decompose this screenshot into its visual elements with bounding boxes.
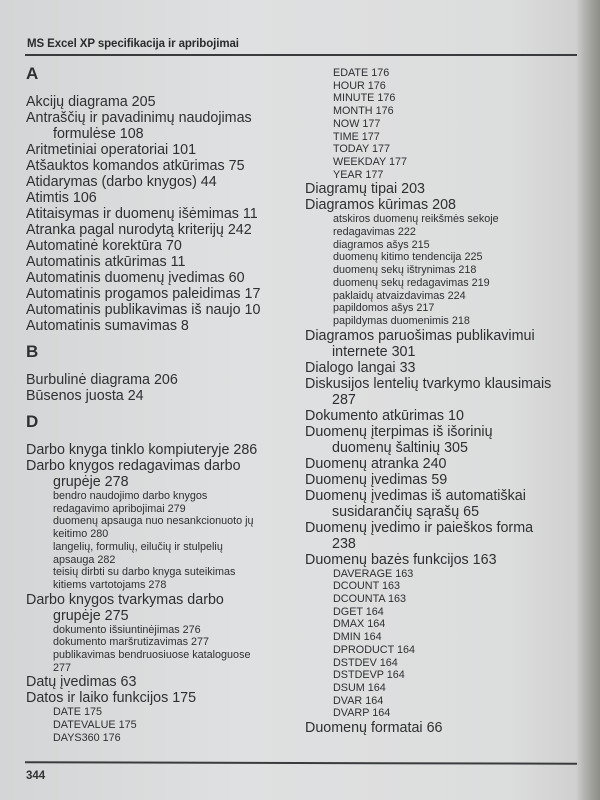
entry-line: 238: [332, 535, 356, 552]
entry-line: langelių, formulių, eilučių ir stulpelių: [53, 540, 223, 553]
index-subentry: [305, 644, 575, 657]
index-entry: [305, 720, 575, 736]
index-column-right: [305, 67, 575, 736]
entry-line: Atidarymas (darbo knygos) 44: [26, 174, 217, 190]
index-subentry: [305, 302, 575, 315]
index-subentry: [26, 566, 296, 591]
entry-line: Datos ir laiko funkcijos 175: [26, 690, 197, 707]
index-entry: [26, 158, 296, 174]
entry-line: formulėse 108: [53, 126, 144, 142]
entry-line: Diagramų tipai 203: [305, 181, 426, 198]
entry-line: Duomenų įvedimas 59: [305, 471, 448, 488]
index-subentry: [26, 732, 296, 745]
index-entry: [26, 142, 296, 158]
entry-line: Atranka pagal nurodytą kriterijų 242: [26, 222, 252, 238]
index-entry: [305, 328, 575, 360]
index-subentry: [305, 80, 575, 93]
index-entry: [26, 110, 296, 142]
index-entry: [26, 302, 296, 318]
entry-line: DAYS360 176: [53, 731, 121, 744]
index-subentry: [305, 118, 575, 131]
index-subentry: [305, 695, 575, 708]
header-rule: [25, 54, 577, 56]
index-entry: [26, 254, 296, 270]
index-subentry: [305, 707, 575, 720]
entry-line: apsauga 282: [53, 553, 116, 566]
entry-line: NOW 177: [333, 117, 381, 130]
entry-line: Automatinis publikavimas iš naujo 10: [26, 302, 261, 318]
entry-line: DMAX 164: [333, 618, 386, 631]
entry-line: duomenų apsauga nuo nesankcionuoto jų: [53, 515, 254, 528]
entry-line: teisių dirbti su darbo knyga suteikimas: [53, 566, 236, 579]
entry-line: dokumento maršrutizavimas 277: [53, 636, 210, 649]
index-subentry: [26, 706, 296, 719]
entry-line: DSTDEVP 164: [333, 669, 405, 682]
index-entry: [305, 197, 575, 213]
index-subentry: [305, 290, 575, 303]
index-entry: [26, 318, 296, 334]
entry-line: Darbo knygos redagavimas darbo: [26, 458, 241, 474]
entry-line: DCOUNTA 163: [333, 593, 406, 606]
index-subentry: [305, 580, 575, 593]
index-entry: [26, 190, 296, 206]
index-subentry: [26, 636, 296, 649]
entry-line: Duomenų įvedimo ir paieškos forma: [305, 519, 534, 536]
entry-line: DGET 164: [333, 605, 384, 618]
entry-line: YEAR 177: [333, 168, 384, 181]
entry-line: Datų įvedimas 63: [26, 674, 137, 691]
entry-line: DSTDEV 164: [333, 656, 398, 669]
entry-line: Atšauktos komandos atkūrimas 75: [26, 158, 245, 174]
running-header: MS Excel XP specifikacija ir apribojimai: [27, 38, 239, 50]
index-subentry: [26, 649, 296, 674]
index-entry: [305, 520, 575, 552]
entry-line: Duomenų įterpimas iš išorinių: [305, 423, 493, 440]
index-subentry: [305, 618, 575, 631]
index-subentry: [305, 131, 575, 144]
entry-line: paklaidų atvaizdavimas 224: [333, 289, 466, 302]
entry-line: Duomenų atranka 240: [305, 455, 447, 472]
index-subentry: [305, 92, 575, 105]
index-subentry: [305, 251, 575, 264]
entry-line: grupėje 278: [53, 474, 129, 490]
index-subentry: [26, 490, 296, 515]
index-subentry: [305, 568, 575, 581]
index-entry: [26, 94, 296, 110]
entry-line: Duomenų bazės funkcijos 163: [305, 551, 497, 568]
index-subentry: [305, 315, 575, 328]
entry-line: DSUM 164: [333, 681, 386, 694]
entry-line: TODAY 177: [333, 143, 391, 156]
entry-line: kitiems vartotojams 278: [53, 578, 167, 591]
entry-line: susidarančių sąrašų 65: [332, 503, 480, 520]
footer-rule: [25, 761, 577, 764]
index-entry: [305, 408, 575, 424]
index-subentry: [26, 624, 296, 637]
index-subentry: [26, 515, 296, 540]
entry-line: DVARP 164: [333, 707, 391, 720]
page-number: 344: [26, 770, 46, 782]
index-subentry: [26, 719, 296, 732]
entry-line: dokumento išsiuntinėjimas 276: [53, 623, 201, 636]
section-letter: B: [26, 342, 39, 361]
index-entry: [305, 472, 575, 488]
entry-line: duomenų šaltinių 305: [332, 439, 468, 456]
entry-line: DPRODUCT 164: [333, 643, 415, 656]
entry-line: Atimtis 106: [26, 190, 97, 206]
index-subentry: [305, 593, 575, 606]
entry-line: Darbo knyga tinklo kompiuteryje 286: [26, 442, 258, 458]
entry-line: Diskusijos lentelių tvarkymo klausimais: [305, 375, 552, 392]
entry-line: Akcijų diagrama 205: [26, 94, 156, 110]
index-subentry: [305, 606, 575, 619]
index-entry: [305, 181, 575, 197]
index-entry: [305, 488, 575, 520]
index-subentry: [305, 669, 575, 682]
entry-line: DAVERAGE 163: [333, 567, 414, 580]
entry-line: duomenų sekų redagavimas 219: [333, 276, 490, 289]
entry-line: DMIN 164: [333, 631, 382, 644]
index-subentry: [305, 631, 575, 644]
index-entry: [305, 424, 575, 456]
entry-line: publikavimas bendruosiuose kataloguose: [53, 649, 251, 662]
entry-line: Automatinis progamos paleidimas 17: [26, 286, 261, 302]
index-subentry: [26, 541, 296, 566]
entry-line: duomenų kitimo tendencija 225: [333, 251, 483, 264]
index-subentry: [305, 239, 575, 252]
index-entry: [305, 552, 575, 568]
entry-line: Antraščių ir pavadinimų naudojimas: [26, 110, 252, 126]
entry-line: Atitaisymas ir duomenų išėmimas 11: [26, 206, 258, 222]
entry-line: Aritmetiniai operatoriai 101: [26, 142, 197, 158]
entry-line: Dialogo langai 33: [305, 359, 416, 376]
index-subentry: [305, 682, 575, 695]
index-entry: [305, 456, 575, 472]
entry-line: WEEKDAY 177: [333, 155, 408, 168]
entry-line: TIME 177: [333, 130, 380, 143]
entry-line: DVAR 164: [333, 694, 384, 707]
section-letter: A: [26, 64, 39, 83]
entry-line: Diagramos kūrimas 208: [305, 197, 456, 214]
index-entry: [26, 690, 296, 706]
entry-line: Darbo knygos tvarkymas darbo: [26, 591, 224, 608]
index-entry: [26, 286, 296, 302]
index-entry: [26, 222, 296, 238]
index-subentry: [305, 213, 575, 238]
index-entry: [26, 674, 296, 690]
entry-line: internete 301: [332, 343, 416, 360]
index-entry: [26, 270, 296, 286]
entry-line: Burbulinė diagrama 206: [26, 372, 178, 388]
entry-line: papildymas duomenimis 218: [333, 314, 470, 327]
index-entry: [26, 388, 296, 404]
entry-line: redagavimas 222: [333, 226, 416, 239]
index-entry: [26, 238, 296, 254]
section-letter: D: [26, 412, 39, 431]
entry-line: papildomos ašys 217: [333, 302, 435, 315]
entry-line: grupėje 275: [53, 607, 129, 624]
entry-line: atskiros duomenų reikšmės sekoje: [333, 213, 499, 226]
entry-line: bendro naudojimo darbo knygos: [53, 490, 208, 502]
entry-line: Automatinė korektūra 70: [26, 238, 182, 254]
entry-line: Dokumento atkūrimas 10: [305, 407, 464, 424]
entry-line: MINUTE 176: [333, 92, 396, 105]
entry-line: 277: [53, 661, 72, 674]
index-entry: [26, 458, 296, 490]
index-entry: [26, 206, 296, 222]
index-subentry: [305, 277, 575, 290]
entry-line: Duomenų formatai 66: [305, 720, 443, 737]
index-subentry: [305, 156, 575, 169]
index-subentry: [305, 105, 575, 118]
entry-line: HOUR 176: [333, 79, 386, 92]
index-column-left: [26, 64, 296, 753]
entry-line: Būsenos juosta 24: [26, 388, 144, 404]
entry-line: diagramos ašys 215: [333, 238, 430, 251]
index-entry: [26, 592, 296, 624]
entry-line: redagavimo apribojimai 279: [53, 502, 186, 515]
entry-line: EDATE 176: [333, 67, 390, 79]
index-entry: [26, 372, 296, 388]
index-subentry: [305, 67, 575, 80]
index-entry: [305, 360, 575, 376]
index-subentry: [305, 264, 575, 277]
index-subentry: [305, 143, 575, 156]
index-section: [26, 342, 296, 404]
index-section: [26, 412, 296, 745]
index-subentry: [305, 169, 575, 182]
index-section: [26, 64, 296, 334]
entry-line: 287: [332, 391, 356, 408]
index-entry: [26, 174, 296, 190]
entry-line: Diagramos paruošimas publikavimui: [305, 327, 535, 344]
index-entry: [305, 376, 575, 408]
entry-line: keitimo 280: [53, 528, 109, 541]
entry-line: Automatinis atkūrimas 11: [26, 254, 186, 270]
entry-line: Automatinis sumavimas 8: [26, 318, 189, 334]
entry-line: Automatinis duomenų įvedimas 60: [26, 270, 245, 286]
entry-line: DCOUNT 163: [333, 580, 401, 593]
entry-line: DATEVALUE 175: [53, 719, 137, 732]
entry-line: DATE 175: [53, 706, 103, 719]
entry-line: MONTH 176: [333, 105, 394, 118]
entry-line: duomenų sekų ištrynimas 218: [333, 264, 477, 277]
index-subentry: [305, 657, 575, 670]
index-entry: [26, 442, 296, 458]
entry-line: Duomenų įvedimas iš automatiškai: [305, 487, 526, 504]
